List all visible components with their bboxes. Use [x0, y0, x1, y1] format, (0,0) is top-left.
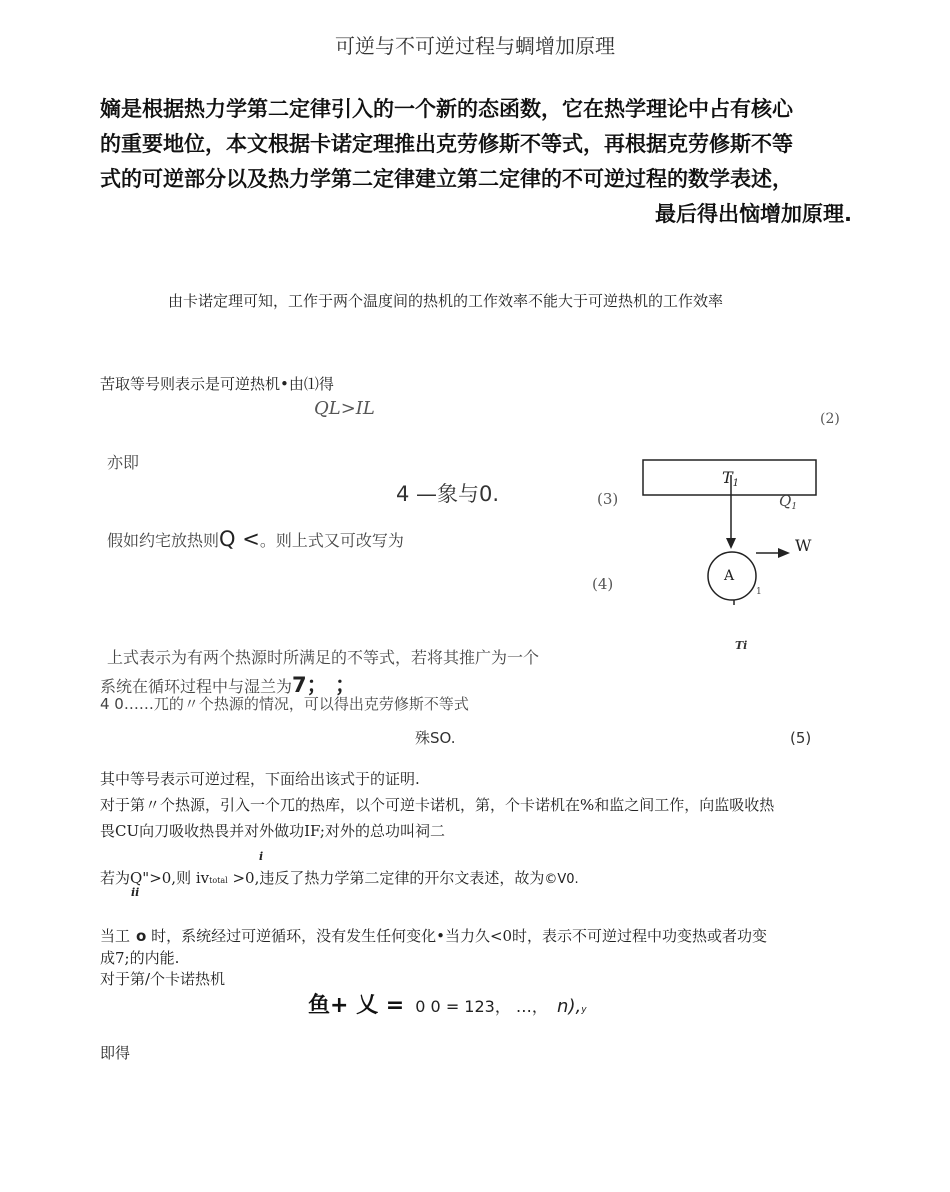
equation-5: 殊SO. — [415, 729, 456, 747]
t1-label: T1 — [722, 468, 740, 489]
abstract-line: 式的可逆部分以及热力学第二定律建立第二定律的不可逆过程的数学表述， — [100, 167, 793, 191]
paragraph-reversible: 苦取等号则表示是可逆热机•由⑴得 — [100, 375, 334, 393]
paragraph-proof-intro: 其中等号表示可逆过程，下面给出该式于的证明. — [100, 770, 420, 788]
paragraph-kelvin: 若为Q">0,则 ivtotal >0,违反了热力学第二定律的开尔文表述，故为©V0. — [100, 869, 579, 887]
engine-subscript: 1 — [756, 587, 762, 597]
work-arrowhead — [778, 548, 790, 558]
abstract — [100, 92, 852, 232]
paragraph-reversible-cycle-line2: 成7;的内能. — [100, 949, 180, 967]
subscript-ii: ii — [131, 886, 140, 899]
document-title: 可逆与不可逆过程与蜩增加原理 — [335, 34, 615, 58]
abstract-line-last: 最后得出恼增加原理. — [655, 202, 852, 226]
paragraph-reversible-cycle-line1: 当工 o 时，系统经过可逆循环，没有发生任何变化•当力久<0时，表示不可逆过程中功变热或者功变 — [100, 927, 768, 945]
equation-5-number: (5) — [790, 729, 812, 747]
carnot-statement: 由卡诺定理可知，工作于两个温度间的热机的工作效率不能大于可逆热机的工作效率 — [168, 292, 724, 310]
paragraph-carnot-line1: 对于第〃个热源，引入一个兀的热库，以个可逆卡诺机，第，个卡诺机在%和监之间工作，向监吸收热 — [100, 796, 775, 814]
paragraph-generalize-line1: 上式表示为有两个热源时所满足的不等式，若将其推广为一个 — [107, 648, 540, 667]
work-label: W — [795, 536, 812, 555]
heat-flow-arrowhead — [726, 538, 736, 549]
equation-3: 4 —象与0. — [396, 482, 500, 506]
jide-text: 即得 — [100, 1044, 131, 1062]
equation-4-number: (4) — [592, 575, 614, 593]
paragraph-generalize-line2: 系统在循环过程中与湿兰为7； ； — [100, 673, 356, 697]
equation-3-number: (3) — [597, 490, 619, 508]
paragraph-carnot-line2: 畏CU向刀吸收热畏并对外做功IF;对外的总功叫祠二 — [100, 822, 445, 840]
equation-2: QL>IL — [314, 398, 375, 419]
superscript-i: i — [259, 850, 264, 863]
paragraph-generalize-line3: 4 0……兀的〃个热源的情况，可以得出克劳修斯不等式 — [100, 695, 469, 713]
assume-symbol: Q < — [219, 527, 260, 551]
equation-2-number: (2) — [820, 411, 840, 427]
yiji-text: 亦即 — [107, 453, 140, 472]
ti-label: Ti — [735, 639, 748, 652]
paragraph-ith-engine: 对于第/个卡诺热机 — [100, 970, 226, 988]
assume-suffix: 。则上式又可改写为 — [259, 531, 404, 550]
abstract-line: 嫡是根据热力学第二定律引入的一个新的态函数，它在热学理论中占有核心 — [100, 97, 793, 121]
abstract-line: 的重要地位，本文根据卡诺定理推出克劳修斯不等式，再根据克劳修斯不等 — [100, 132, 793, 156]
assume-prefix: 假如约宅放热则 — [107, 531, 220, 550]
q1-label: $Q_1$ — [779, 492, 798, 512]
heat-engine-diagram — [630, 452, 860, 662]
equation-6: 鱼+ 乂 = 0 0 = 123， …， n),y — [308, 993, 587, 1018]
engine-label: A — [724, 568, 735, 584]
paragraph-assume — [107, 527, 404, 551]
